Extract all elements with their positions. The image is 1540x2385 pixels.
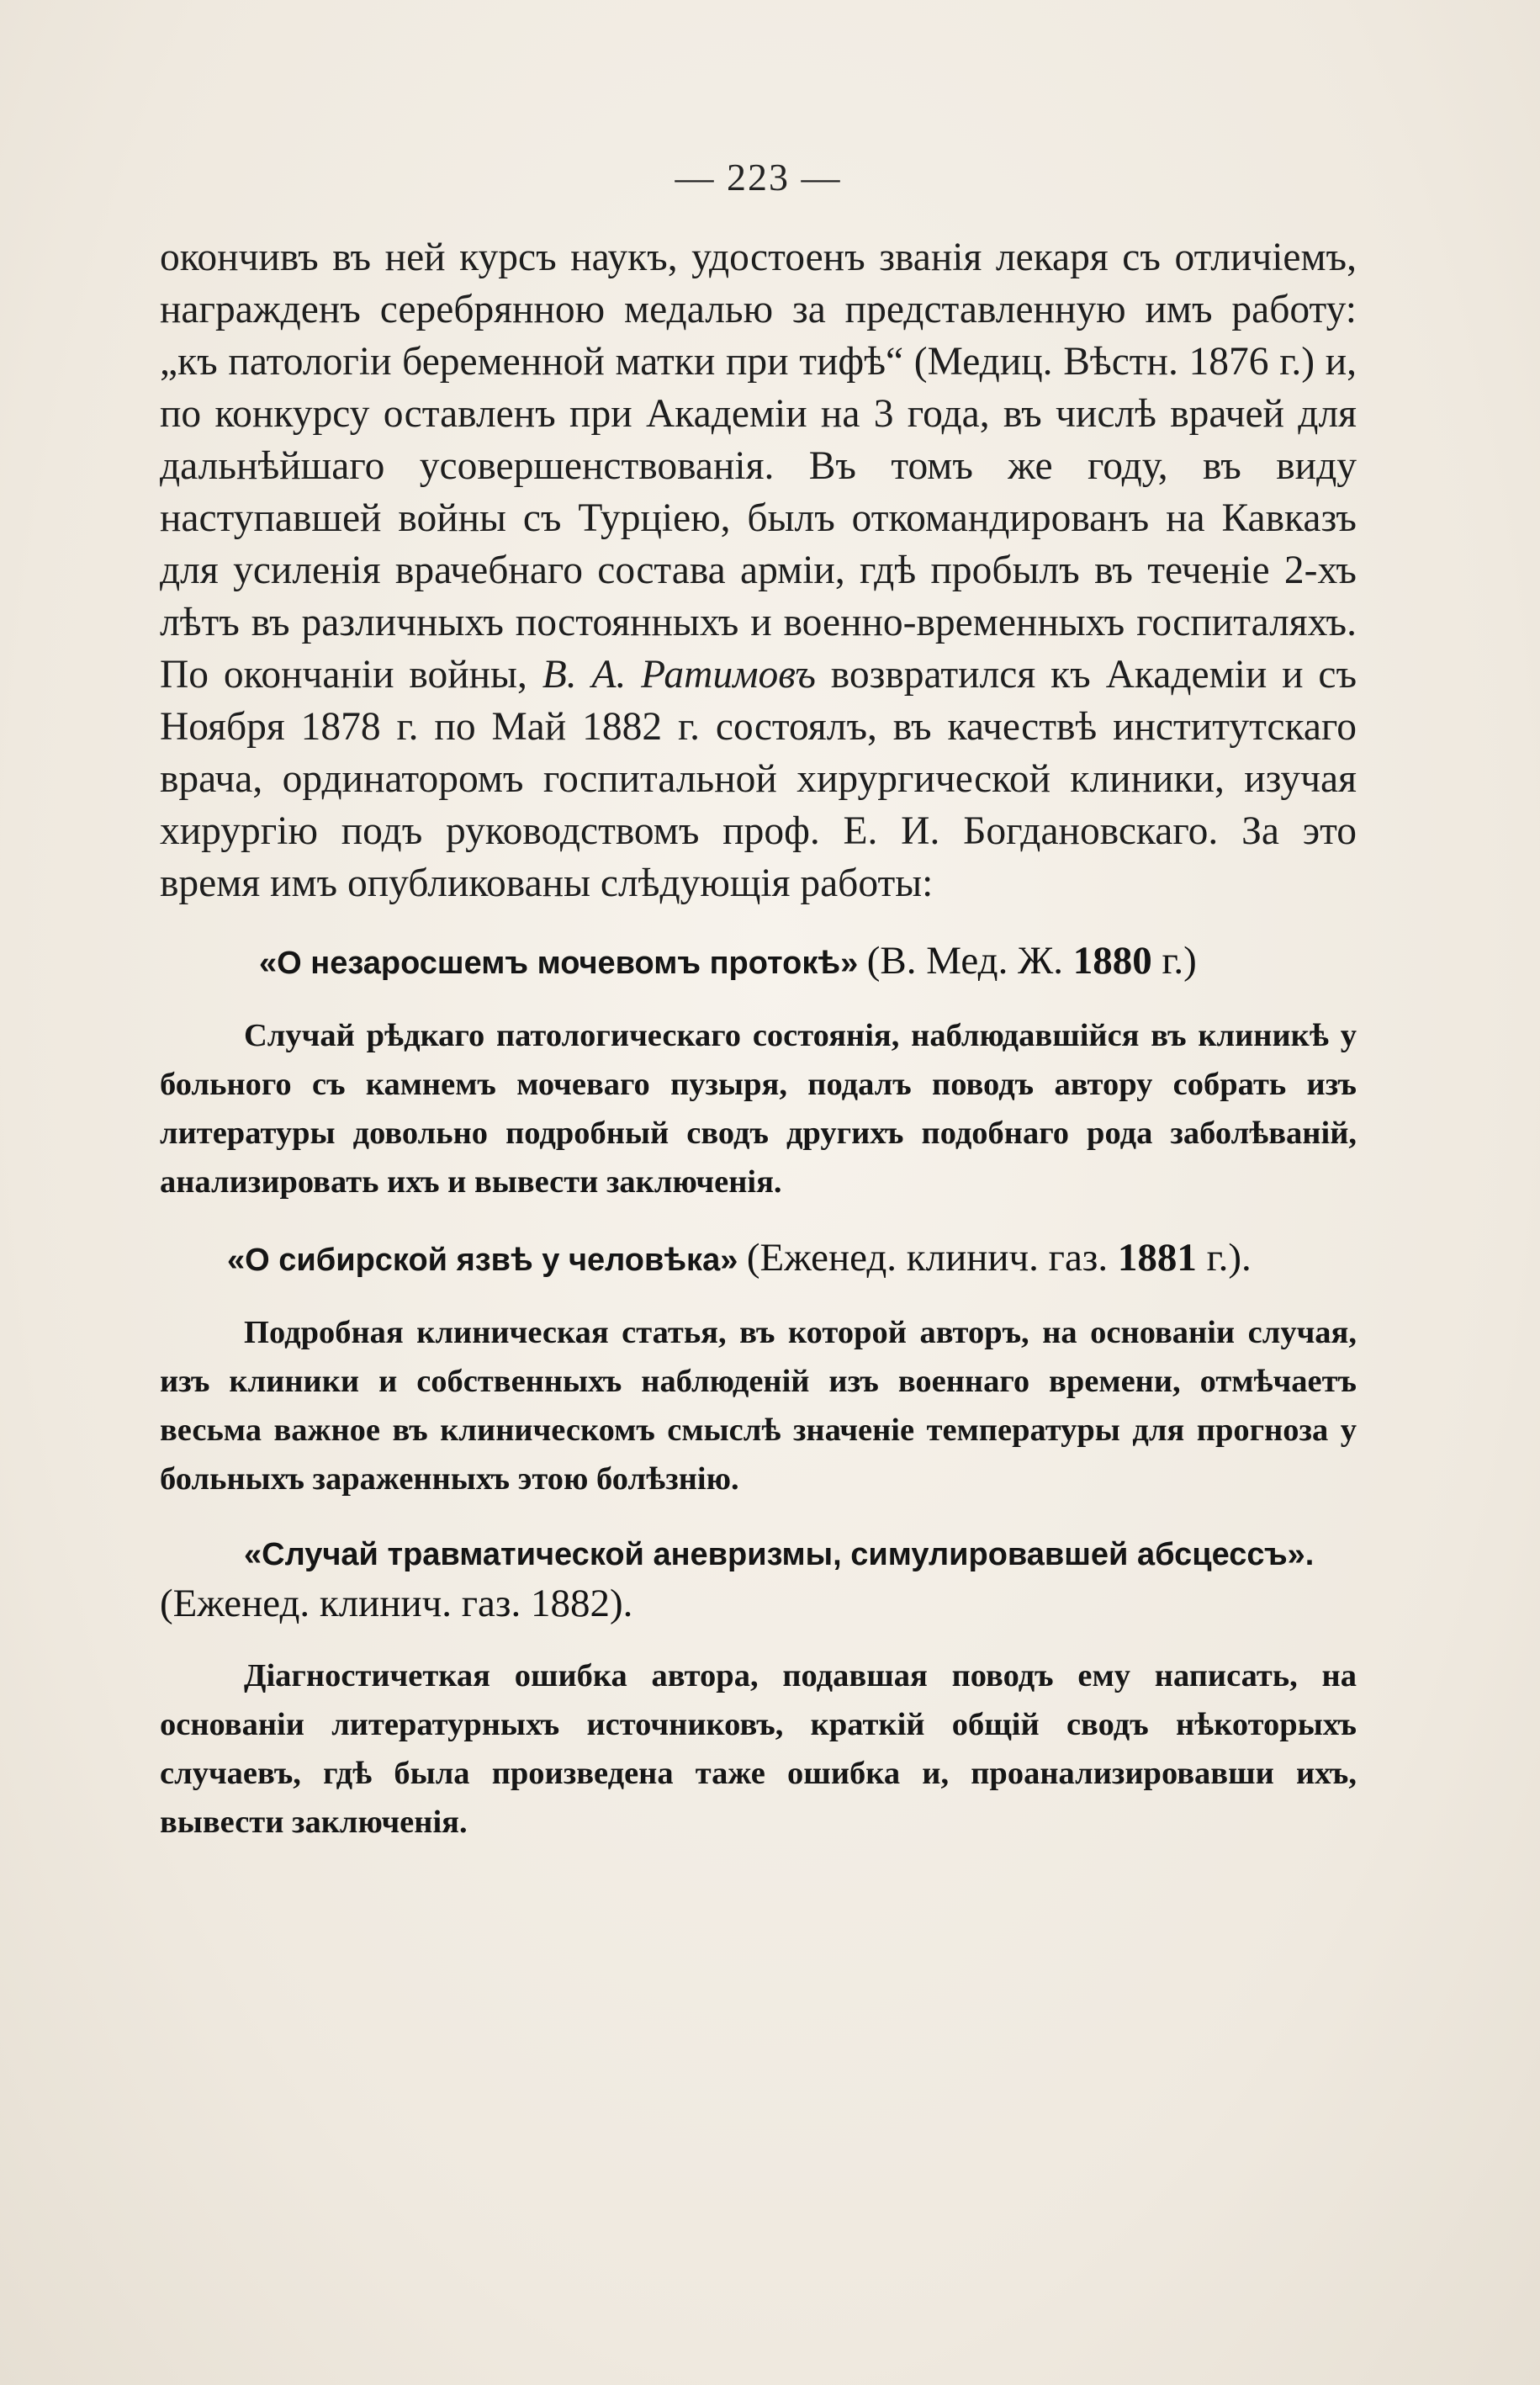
work-3-heading — [160, 1530, 1357, 1628]
work-1-heading — [160, 936, 1357, 988]
intro-text-before-name: окончивъ въ ней курсъ наукъ, удостоенъ званія лекаря съ отличіемъ, награжденъ серебрянною медалью за представленную имъ работу: „къ патологіи беременной матки при тифѣ“ (Медиц. Вѣстн. 1876 г.) и, по конкурсу оставленъ при Академіи на 3 года, въ числѣ врачей для дальнѣйшаго усовершенствованія. Въ томъ же году, въ виду наступавшей войны съ Турціею, былъ откомандированъ на Кавказъ для усиленія врачебнаго состава арміи, гдѣ пробылъ въ теченіе 2-хъ лѣтъ въ различныхъ постоянныхъ и военно-временныхъ госпиталяхъ. По окончаніи войны, — [160, 236, 1357, 697]
work-1-citation-year: 1880 — [1072, 939, 1152, 983]
work-3-abstract: Діагностичеткая ошибка автора, подавшая поводъ ему написать, на основаніи литературныхъ источниковъ, краткій общій сводъ нѣкоторыхъ случаевъ, гдѣ была произведена таже ошибка и, проанализировавши ихъ, вывести заключенія. — [160, 1658, 1357, 1840]
work-2-citation — [747, 1236, 1252, 1280]
work-3-citation — [160, 1579, 1357, 1628]
intro-text-after-name: возвратился къ Академіи и съ Ноября 1878 г. по Май 1882 г. состоялъ, въ качествѣ институтскаго врача, ординаторомъ госпитальной хирургической клиники, изучая хирургію подъ руководствомъ проф. Е. И. Богдановскаго. За это время имъ опубликованы слѣдующія работы: — [160, 653, 1357, 905]
work-2-abstract: Подробная клиническая статья, въ которой авторъ, на основаніи случая, изъ клиники и собственныхъ наблюденій изъ военнаго времени, отмѣчаетъ весьма важное въ клиническомъ смыслѣ значеніе температуры для прогноза у больныхъ зараженныхъ этою болѣзнію. — [160, 1315, 1357, 1497]
work-1-abstract: Случай рѣдкаго патологическаго состоянія, наблюдавшійся въ клиникѣ у больного съ камнемъ мочеваго пузыря, подалъ поводъ автору собрать изъ литературы довольно подробный сводъ другихъ подобнаго рода заболѣваній, анализировать ихъ и вывести заключенія. — [160, 1018, 1357, 1200]
work-2-citation-end: г.). — [1206, 1236, 1252, 1280]
work-1-title: «О незаросшемъ мочевомъ протокѣ» — [259, 946, 859, 981]
work-1-citation-end: г.) — [1162, 939, 1197, 983]
work-3-citation-end: ). — [609, 1582, 633, 1625]
work-2-heading — [160, 1233, 1357, 1285]
page-number: — 223 — — [675, 156, 842, 199]
intro-paragraph — [160, 231, 1357, 909]
work-1-citation-source: (В. Мед. Ж. — [866, 939, 1063, 983]
work-2-citation-source: (Еженед. клинич. газ. — [746, 1236, 1109, 1280]
work-2-title: «О сибирской язвѣ у человѣка» — [227, 1243, 738, 1278]
work-3-citation-year: 1882 — [530, 1582, 610, 1625]
work-2-citation-year: 1881 — [1117, 1236, 1197, 1280]
person-name: В. А. Ратимовъ — [542, 653, 816, 697]
work-3-title: «Случай травматической аневризмы, симулировавшей абсцессъ». — [244, 1537, 1315, 1572]
work-3-citation-source: (Еженед. клинич. газ. — [160, 1582, 521, 1625]
work-1-citation — [867, 939, 1197, 983]
